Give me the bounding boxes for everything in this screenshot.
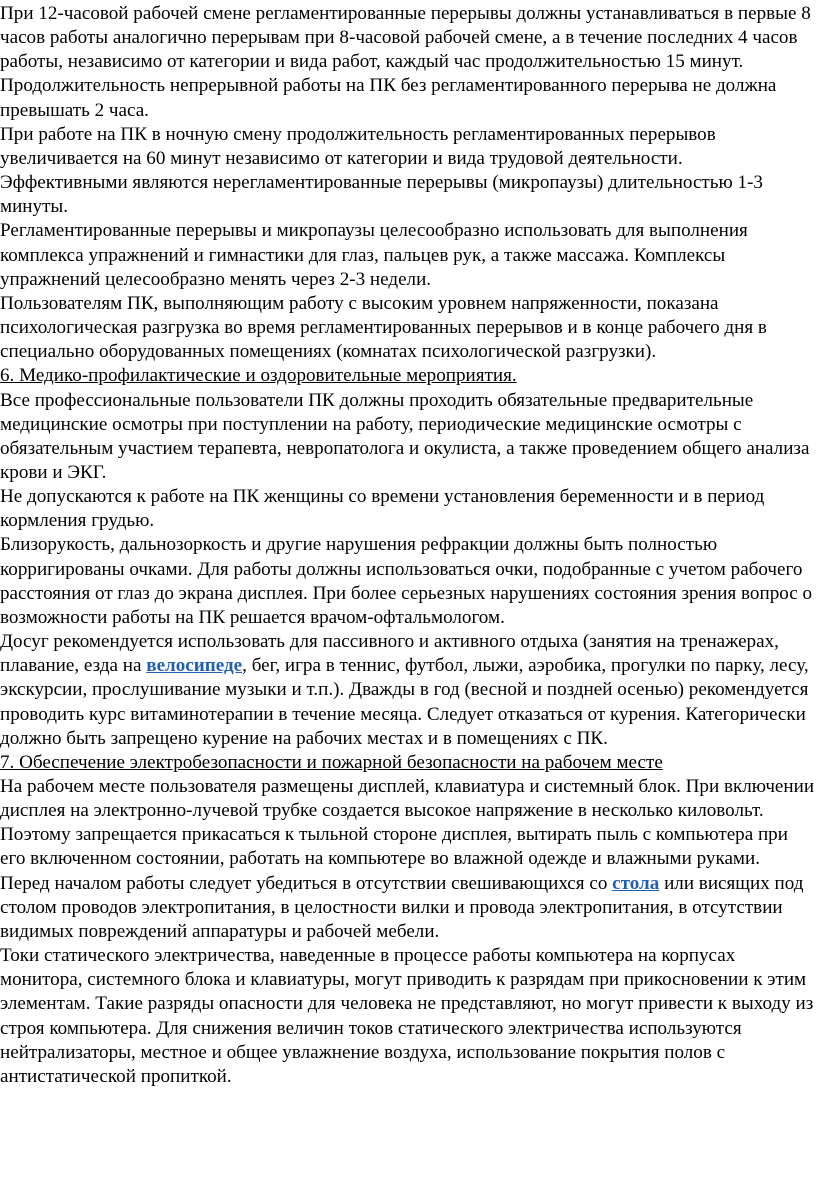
paragraph-leisure-text-start: Досуг рекомендуется использовать для пассивного и активного отдыха (занятия на тренажерах, плавание, езда на <box>0 631 779 677</box>
paragraph-12-hour-shift: При 12-часовой рабочей смене регламентированные перерывы должны устанавливаться в первые 8 часов работы аналогично перерывам при 8-часовой рабочей смене, а в течение последних 4 часов работы, независимо от категории и вида работ, каждый час продолжительностью 15 минут. <box>0 3 811 73</box>
paragraph-psychological-relief: Пользователям ПК, выполняющим работу с высоким уровнем напряженности, показана психологическая разгрузка во время регламентированных перерывов и в конце рабочего дня в специально оборудованных помещениях (комнатах психологической разгрузки). <box>0 292 767 363</box>
paragraph-pregnancy: Не допускаются к работе на ПК женщины со времени установления беременности и в период кормления грудью. <box>0 486 765 532</box>
paragraph-medical-exams: Все профессиональные пользователи ПК должны проходить обязательные предварительные медицинские осмотры при поступлении на работу, периодические медицинские осмотры с обязательным участием терапевта, невропатолога и окулиста, а также проведением общего анализа крови и ЭКГ. <box>0 389 810 483</box>
paragraph-leisure <box>0 630 816 751</box>
paragraph-workplace-equipment: На рабочем месте пользователя размещены дисплей, клавиатура и системный блок. При включении дисплея на электронно-лучевой трубке создается высокое напряжение в несколько киловольт. Поэтому запрещается прикасаться к тыльной стороне дисплея, вытирать пыль с компьютера при его включенном состоянии, работать на компьютере во влажной одежде и влажными руками. <box>0 776 815 870</box>
bicycle-link[interactable]: велосипеде <box>146 655 243 677</box>
paragraph-before-work <box>0 872 816 944</box>
section-heading-7: 7. Обеспечение электробезопасности и пожарной безопасности на рабочем месте <box>0 751 663 773</box>
paragraph-before-work-text-start: Перед началом работы следует убедиться в отсутствии свешивающихся со <box>0 872 613 894</box>
paragraph-vision: Близорукость, дальнозоркость и другие нарушения рефракции должны быть полностью корригированы очками. Для работы должны использоваться очки, подобранные с учетом рабочего расстояния от глаз до экрана дисплея. При более серьезных нарушениях состояния зрения вопрос о возможности работы на ПК решается врачом-офтальмологом. <box>0 534 813 628</box>
paragraph-leisure-text-end: , бег, игра в теннис, футбол, лыжи, аэробика, прогулки по парку, лесу, экскурсии, прослушивание музыки и т.п.). Дважды в год (весной и поздней осенью) рекомендуется проводить курс витаминотерапии в течение месяца. Следует отказаться от курения. Категорически должно быть запрещено курение на рабочих местах и в помещениях с ПК. <box>0 655 809 749</box>
paragraph-continuous-work: Продолжительность непрерывной работы на ПК без регламентированного перерыва не должна превышать 2 часа. <box>0 75 777 121</box>
section-heading-6: 6. Медико-профилактические и оздоровительные мероприятия. <box>0 365 517 387</box>
paragraph-before-work-text-end: или висящих под столом проводов электропитания, в целостности вилки и провода электропитания, в отсутствии видимых повреждений аппаратуры и рабочей мебели. <box>0 872 804 942</box>
paragraph-night-shift: При работе на ПК в ночную смену продолжительность регламентированных перерывов увеличивается на 60 минут независимо от категории и вида трудовой деятельности. <box>0 123 716 169</box>
paragraph-micropauses: Эффективными являются нерегламентированные перерывы (микропаузы) длительностью 1-3 минуты. <box>0 172 763 218</box>
table-link[interactable]: стола <box>612 872 660 894</box>
paragraph-exercises: Регламентированные перерывы и микропаузы целесообразно использовать для выполнения комплекса упражнений и гимнастики для глаз, пальцев рук, а также массажа. Комплексы упражнений целесообразно менять через 2-3 недели. <box>0 220 748 290</box>
paragraph-static-electricity: Токи статического электричества, наведенные в процессе работы компьютера на корпусах монитора, системного блока и клавиатуры, могут приводить к разрядам при прикосновении к этим элементам. Такие разряды опасности для человека не представляют, но могут привести к выходу из строя компьютера. Для снижения величин токов статического электричества используются нейтрализаторы, местное и общее увлажнение воздуха, использование покрытия полов с антистатической пропиткой. <box>0 945 814 1087</box>
